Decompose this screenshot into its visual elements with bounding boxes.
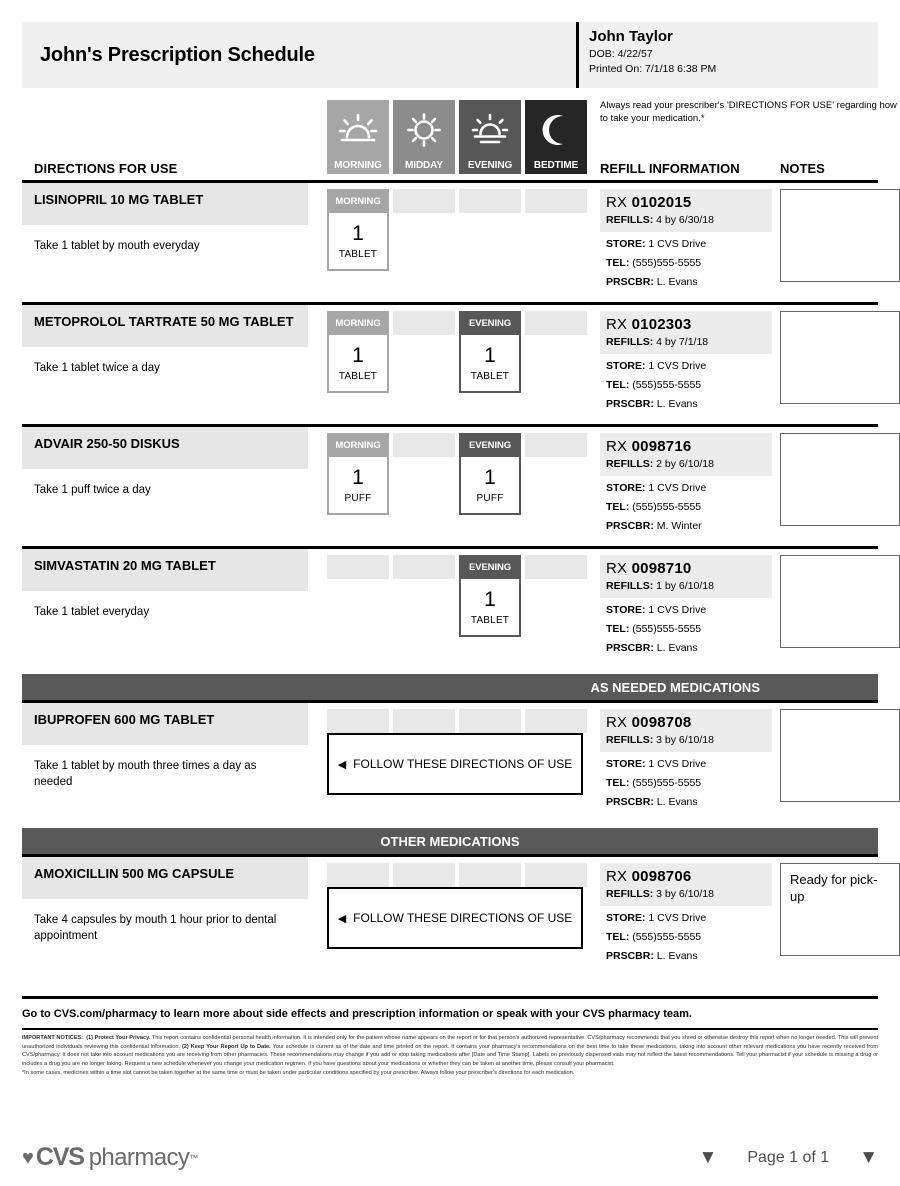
tel-label: TEL:	[606, 257, 630, 269]
store-value: 1 CVS Drive	[648, 482, 707, 494]
store-line	[606, 238, 766, 250]
medication-row	[22, 700, 878, 812]
store-label: STORE:	[606, 482, 646, 494]
refills-value: 4 by 7/1/18	[656, 336, 709, 348]
medication-directions: Take 1 tablet by mouth everyday	[34, 240, 200, 252]
refills-value: 4 by 6/30/18	[656, 214, 714, 226]
store-line	[606, 758, 766, 770]
empty-slot-strip	[327, 709, 587, 733]
medication-name: AMOXICILLIN 500 MG CAPSULE	[22, 857, 308, 899]
refills-line	[606, 458, 766, 470]
sunset-icon	[459, 100, 521, 160]
rx-number: 0098708	[631, 714, 692, 731]
dose-slot-label: MORNING	[327, 433, 389, 457]
store-label: STORE:	[606, 604, 646, 616]
notes-box[interactable]	[780, 311, 900, 404]
dose-unit: PUFF	[344, 492, 372, 504]
refill-summary	[600, 555, 772, 598]
footer-bar	[22, 1143, 878, 1172]
prscbr-label: PRSCBR:	[606, 950, 654, 962]
rx-label: RX	[606, 560, 628, 577]
refills-line	[606, 580, 766, 592]
time-slot-label: MORNING	[334, 160, 382, 171]
dose-quantity: 1	[352, 343, 364, 367]
rx-number: 0102015	[631, 194, 692, 211]
refill-information	[600, 555, 772, 661]
tel-value: (555)555-5555	[632, 379, 702, 391]
notes-box[interactable]: Ready for pick-up	[780, 863, 900, 956]
as-needed-banner: AS NEEDED MEDICATIONS	[22, 674, 878, 700]
refill-information	[600, 189, 772, 295]
dose-grid	[327, 433, 587, 515]
tel-line	[606, 777, 766, 789]
rx-line	[606, 560, 766, 577]
refills-label: REFILLS:	[606, 336, 654, 348]
dose-quantity: 1	[352, 221, 364, 245]
refills-label: REFILLS:	[606, 734, 654, 746]
refills-line	[606, 734, 766, 746]
dose-grid	[327, 189, 587, 271]
dose-slot-empty	[393, 555, 455, 637]
dose-quantity: 1	[352, 465, 364, 489]
store-line	[606, 482, 766, 494]
refill-information	[600, 709, 772, 815]
directions-for-use-header: DIRECTIONS FOR USE	[34, 161, 178, 176]
dose-slot-empty	[459, 189, 521, 271]
medication-row	[22, 546, 878, 658]
rx-label: RX	[606, 316, 628, 333]
dose-amount	[327, 457, 389, 515]
prscbr-value: L. Evans	[656, 276, 698, 288]
prscbr-label: PRSCBR:	[606, 276, 654, 288]
dose-slot-empty	[393, 863, 455, 887]
dose-slot-morning	[327, 433, 389, 515]
legal-part2-label: (2) Keep Your Report Up to Date.	[181, 1043, 271, 1050]
dose-slot-empty	[393, 433, 455, 515]
pharmacy-details	[600, 906, 772, 962]
refills-label: REFILLS:	[606, 888, 654, 900]
medication-row	[22, 424, 878, 536]
notes-box[interactable]	[780, 555, 900, 648]
dose-amount	[327, 335, 389, 393]
legal-part1-text: This report contains confidential personal health information. It is intended only for the patient whose name appears on the report or for that person's authorized representative. CVS/pharmacy recommends that you shred or otherwise destroy this report when no longer needed. This will prevent unauthorized individuals reviewing this confidential information.	[22, 1035, 878, 1050]
left-arrow-icon: ◀	[337, 758, 347, 771]
refill-summary	[600, 189, 772, 232]
prescriber-line	[606, 642, 766, 654]
medication-info	[22, 703, 308, 798]
left-arrow-icon: ◀	[337, 912, 347, 925]
rx-label: RX	[606, 868, 628, 885]
patient-info-block	[576, 22, 878, 88]
directions-disclaimer: Always read your prescriber's 'DIRECTIONS FOR USE' regarding how to take your medication.*	[600, 100, 897, 124]
medication-name: IBUPROFEN 600 MG TABLET	[22, 703, 308, 745]
follow-directions-box	[327, 733, 583, 795]
page-indicator: Page 1 of 1	[747, 1148, 830, 1166]
scheduled-medications-list	[22, 180, 878, 658]
refills-label: REFILLS:	[606, 458, 654, 470]
tel-line	[606, 931, 766, 943]
moon-icon	[525, 100, 587, 160]
tel-line	[606, 501, 766, 513]
cvs-pharmacy-logo	[22, 1143, 198, 1172]
dose-slot-empty	[459, 709, 521, 733]
notes-box[interactable]	[780, 189, 900, 282]
rx-label: RX	[606, 438, 628, 455]
dose-amount	[459, 335, 521, 393]
medication-name: LISINOPRIL 10 MG TABLET	[22, 183, 308, 225]
rx-number: 0102303	[631, 316, 692, 333]
dose-slot-evening	[459, 311, 521, 393]
medication-info	[22, 183, 308, 263]
dose-slot-label: MORNING	[327, 189, 389, 213]
logo-cvs-text: CVS	[35, 1143, 84, 1171]
legal-part2-text: Your schedule is current as of the date and time printed on the report. It contains your pharmacy's recommendations on the best time to take these medications, taking into account other relevant medications you have recently received from CVS/pharmacy. It does not take into account medications you are receiving from other pharmacies. These recommendations may change if you add or stop taking medications after [Date and Time Stamp]. Labels on previously dispensed vials may not reflect the latest recommendations. Tell your pharmacist if your schedule is missing a drug or includes a drug you are no longer taking. Request a new schedule whenever you change your medication regimen. If you have questions about your medications or whether they can be taken at another time, please consult your pharmacist.	[22, 1043, 878, 1067]
tel-value: (555)555-5555	[632, 777, 702, 789]
store-value: 1 CVS Drive	[648, 758, 707, 770]
refill-summary	[600, 433, 772, 476]
dose-slot-evening	[459, 555, 521, 637]
store-line	[606, 360, 766, 372]
prscbr-value: M. Winter	[656, 520, 702, 532]
prescriber-line	[606, 276, 766, 288]
rx-line	[606, 438, 766, 455]
refill-information-header: REFILL INFORMATION	[600, 161, 740, 176]
prescription-schedule-page	[0, 22, 900, 1186]
next-page-icon[interactable]: ▼	[859, 1147, 878, 1168]
follow-directions-text: FOLLOW THESE DIRECTIONS OF USE	[353, 911, 573, 925]
medication-name: SIMVASTATIN 20 MG TABLET	[22, 549, 308, 591]
dose-unit: TABLET	[470, 370, 510, 382]
prscbr-label: PRSCBR:	[606, 642, 654, 654]
dose-slot-label: EVENING	[459, 311, 521, 335]
tel-line	[606, 257, 766, 269]
dose-unit: TABLET	[338, 248, 378, 260]
dose-quantity: 1	[484, 343, 496, 367]
refills-value: 1 by 6/10/18	[656, 580, 714, 592]
refills-label: REFILLS:	[606, 214, 654, 226]
sun-icon	[393, 100, 455, 160]
empty-slot-strip	[327, 863, 587, 887]
dose-slot-empty	[525, 709, 587, 733]
dose-slot-empty	[327, 555, 389, 637]
heart-icon: ♥	[22, 1146, 34, 1169]
dose-slot-empty	[525, 189, 587, 271]
dose-slot-empty	[327, 863, 389, 887]
prscbr-value: L. Evans	[656, 398, 698, 410]
store-label: STORE:	[606, 238, 646, 250]
medication-directions: Take 1 puff twice a day	[34, 484, 151, 496]
pharmacy-details	[600, 752, 772, 808]
dose-slot-empty	[393, 709, 455, 733]
refill-information	[600, 863, 772, 969]
refills-line	[606, 336, 766, 348]
pharmacy-details	[600, 232, 772, 288]
time-slot-label: MIDDAY	[405, 160, 443, 171]
rx-label: RX	[606, 194, 628, 211]
refill-information	[600, 311, 772, 417]
refills-value: 3 by 6/10/18	[656, 888, 714, 900]
medication-name: METOPROLOL TARTRATE 50 MG TABLET	[22, 305, 308, 347]
store-line	[606, 912, 766, 924]
dose-slot-evening	[459, 433, 521, 515]
tel-line	[606, 623, 766, 635]
dose-slot-empty	[327, 709, 389, 733]
medication-row	[22, 854, 878, 966]
store-label: STORE:	[606, 360, 646, 372]
other-medications-list	[22, 854, 878, 966]
rx-number: 0098716	[631, 438, 692, 455]
medication-directions: Take 1 tablet everyday	[34, 606, 150, 618]
prscbr-value: L. Evans	[656, 796, 698, 808]
store-value: 1 CVS Drive	[648, 360, 707, 372]
dose-grid	[327, 311, 587, 393]
tel-value: (555)555-5555	[632, 501, 702, 513]
medication-info	[22, 305, 308, 385]
rx-number: 0098706	[631, 868, 692, 885]
rx-label: RX	[606, 714, 628, 731]
refills-label: REFILLS:	[606, 580, 654, 592]
medication-info	[22, 427, 308, 507]
refills-line	[606, 214, 766, 226]
column-header-band	[22, 100, 897, 180]
other-banner: OTHER MEDICATIONS	[22, 828, 878, 854]
dose-slot-empty	[525, 863, 587, 887]
dose-slot-empty	[525, 555, 587, 637]
dose-unit: TABLET	[470, 614, 510, 626]
notes-header: NOTES	[780, 161, 825, 176]
refills-value: 3 by 6/10/18	[656, 734, 714, 746]
prescriber-line	[606, 520, 766, 532]
refill-summary	[600, 863, 772, 906]
store-value: 1 CVS Drive	[648, 238, 707, 250]
tel-value: (555)555-5555	[632, 257, 702, 269]
store-value: 1 CVS Drive	[648, 912, 707, 924]
time-slot-midday	[393, 100, 455, 174]
page-title: John's Prescription Schedule	[40, 43, 315, 66]
dose-slot-morning	[327, 311, 389, 393]
prscbr-label: PRSCBR:	[606, 796, 654, 808]
pharmacy-details	[600, 354, 772, 410]
sunrise-icon	[327, 100, 389, 160]
dose-slot-empty	[525, 433, 587, 515]
pagination-controls	[699, 1148, 878, 1167]
dose-slot-label: EVENING	[459, 555, 521, 579]
refill-information	[600, 433, 772, 539]
time-slot-label: EVENING	[467, 160, 513, 171]
trademark-icon: ™	[189, 1152, 199, 1163]
follow-directions-text: FOLLOW THESE DIRECTIONS OF USE	[353, 757, 573, 771]
time-slot-evening	[459, 100, 521, 174]
legal-part1-label: (1) Protect Your Privacy.	[86, 1035, 151, 1041]
medication-row	[22, 302, 878, 414]
rx-line	[606, 316, 766, 333]
patient-name: John Taylor	[589, 28, 673, 45]
prscbr-label: PRSCBR:	[606, 520, 654, 532]
tel-label: TEL:	[606, 501, 630, 513]
time-slot-bedtime	[525, 100, 587, 174]
dose-amount	[327, 213, 389, 271]
logo-pharmacy-text: pharmacy	[88, 1143, 190, 1171]
dose-slot-morning	[327, 189, 389, 271]
time-slot-label: BEDTIME	[533, 160, 579, 171]
medication-directions: Take 1 tablet by mouth three times a day as needed	[34, 760, 257, 788]
tel-label: TEL:	[606, 931, 630, 943]
medication-info	[22, 857, 308, 952]
medication-row	[22, 180, 878, 292]
dose-unit: TABLET	[338, 370, 378, 382]
patient-printed-on: Printed On: 7/1/18 6:38 PM	[589, 62, 717, 75]
tel-line	[606, 379, 766, 391]
footer-cta: Go to CVS.com/pharmacy to learn more about side effects and prescription information or speak with your CVS pharmacy team.	[22, 996, 878, 1020]
time-slot-morning	[327, 100, 389, 174]
dose-grid	[327, 555, 587, 637]
follow-directions-box	[327, 887, 583, 949]
as-needed-medications-list	[22, 700, 878, 812]
dose-quantity: 1	[484, 587, 496, 611]
store-label: STORE:	[606, 912, 646, 924]
medication-directions: Take 1 tablet twice a day	[34, 362, 160, 374]
prescriber-line	[606, 796, 766, 808]
prescriber-line	[606, 398, 766, 410]
prscbr-value: L. Evans	[656, 642, 698, 654]
refills-value: 2 by 6/10/18	[656, 458, 714, 470]
refill-summary	[600, 311, 772, 354]
dose-slot-empty	[459, 863, 521, 887]
legal-disclaimer	[22, 1028, 878, 1077]
rx-line	[606, 194, 766, 211]
store-label: STORE:	[606, 758, 646, 770]
notes-box[interactable]	[780, 709, 900, 802]
dose-slot-empty	[393, 311, 455, 393]
prscbr-label: PRSCBR:	[606, 398, 654, 410]
prescriber-line	[606, 950, 766, 962]
time-slot-headers	[327, 100, 587, 174]
rx-line	[606, 868, 766, 885]
patient-dob: DOB: 4/22/57	[589, 47, 653, 60]
dose-slot-label: MORNING	[327, 311, 389, 335]
tel-label: TEL:	[606, 777, 630, 789]
rx-line	[606, 714, 766, 731]
medication-name: ADVAIR 250-50 DISKUS	[22, 427, 308, 469]
refill-summary	[600, 709, 772, 752]
tel-value: (555)555-5555	[632, 623, 702, 635]
prscbr-value: L. Evans	[656, 950, 698, 962]
tel-label: TEL:	[606, 379, 630, 391]
medication-directions: Take 4 capsules by mouth 1 hour prior to dental appointment	[34, 914, 277, 942]
dose-amount	[459, 457, 521, 515]
legal-footnote: *In some cases, medicines within a time slot cannot be taken together at the same time or must be taken under particular conditions specified by your prescriber. Always follow your prescriber's directions for each medication.	[22, 1069, 575, 1076]
rx-number: 0098710	[631, 560, 692, 577]
legal-notices-label: IMPORTANT NOTICES:	[22, 1035, 84, 1041]
dose-quantity: 1	[484, 465, 496, 489]
dose-amount	[459, 579, 521, 637]
document-header	[22, 22, 878, 88]
tel-value: (555)555-5555	[632, 931, 702, 943]
notes-box[interactable]	[780, 433, 900, 526]
store-line	[606, 604, 766, 616]
store-value: 1 CVS Drive	[648, 604, 707, 616]
medication-info	[22, 549, 308, 629]
previous-page-icon[interactable]: ▼	[698, 1147, 718, 1168]
dose-slot-label: EVENING	[459, 433, 521, 457]
dose-slot-empty	[525, 311, 587, 393]
pharmacy-details	[600, 476, 772, 532]
refills-line	[606, 888, 766, 900]
tel-label: TEL:	[606, 623, 630, 635]
dose-slot-empty	[393, 189, 455, 271]
dose-unit: PUFF	[476, 492, 504, 504]
pharmacy-details	[600, 598, 772, 654]
